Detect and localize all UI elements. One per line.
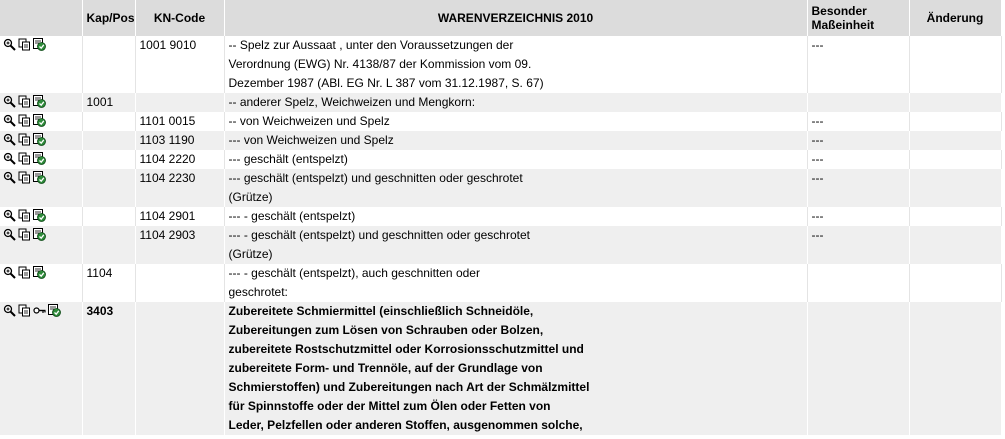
kap-pos-cell — [82, 131, 135, 150]
row-actions-cell — [0, 245, 82, 264]
table-body — [0, 36, 1001, 435]
change-cell — [909, 340, 1001, 359]
zoom-icon[interactable] — [3, 266, 16, 279]
row-actions-cell — [0, 226, 82, 245]
row-actions-cell — [0, 169, 82, 188]
unit-cell — [807, 55, 909, 74]
table-row — [0, 36, 1001, 55]
kap-pos-cell — [82, 188, 135, 207]
edit-check-icon[interactable] — [33, 133, 46, 146]
change-cell — [909, 397, 1001, 416]
edit-check-icon[interactable] — [33, 171, 46, 184]
table-row-continuation — [0, 378, 1001, 397]
kap-pos-cell — [82, 169, 135, 188]
copy-icon[interactable] — [18, 133, 31, 146]
description-cell: Leder, Pelzfellen oder anderen Stoffen, ausgenommen solche, — [224, 416, 807, 435]
unit-cell — [807, 74, 909, 93]
description-cell: -- Spelz zur Aussaat , unter den Voraussetzungen der — [224, 36, 807, 55]
description-cell: zubereitete Rostschutzmittel oder Korrosionsschutzmittel und — [224, 340, 807, 359]
unit-cell: --- — [807, 112, 909, 131]
table-row — [0, 150, 1001, 169]
row-actions-cell — [0, 150, 82, 169]
unit-cell — [807, 302, 909, 321]
key-icon[interactable] — [33, 304, 46, 317]
row-actions-cell — [0, 112, 82, 131]
kn-code-cell — [135, 340, 224, 359]
change-cell — [909, 378, 1001, 397]
row-actions-cell — [0, 207, 82, 226]
description-cell: (Grütze) — [224, 245, 807, 264]
edit-check-icon[interactable] — [33, 114, 46, 127]
table-row-continuation — [0, 188, 1001, 207]
kn-code-cell — [135, 283, 224, 302]
header-description[interactable]: WARENVERZEICHNIS 2010 — [224, 0, 807, 36]
description-cell: (Grütze) — [224, 188, 807, 207]
change-cell — [909, 245, 1001, 264]
edit-check-icon[interactable] — [33, 266, 46, 279]
zoom-icon[interactable] — [3, 95, 16, 108]
unit-cell — [807, 378, 909, 397]
table-row — [0, 264, 1001, 283]
kn-code-cell — [135, 378, 224, 397]
header-kn-code[interactable]: KN-Code — [135, 0, 224, 36]
row-actions-cell — [0, 302, 82, 321]
kap-pos-cell — [82, 207, 135, 226]
row-actions-cell — [0, 397, 82, 416]
description-cell: --- geschält (entspelzt) und geschnitten oder geschrotet — [224, 169, 807, 188]
unit-cell — [807, 340, 909, 359]
copy-icon[interactable] — [18, 228, 31, 241]
description-cell: -- anderer Spelz, Weichweizen und Mengkorn: — [224, 93, 807, 112]
kn-code-cell — [135, 188, 224, 207]
kn-code-cell: 1104 2903 — [135, 226, 224, 245]
table-row — [0, 131, 1001, 150]
kn-code-cell: 1001 9010 — [135, 36, 224, 55]
kn-code-cell: 1101 0015 — [135, 112, 224, 131]
kn-code-cell: 1104 2901 — [135, 207, 224, 226]
kn-code-cell — [135, 302, 224, 321]
kap-pos-cell — [82, 55, 135, 74]
description-cell: Verordnung (EWG) Nr. 4138/87 der Kommission vom 09. — [224, 55, 807, 74]
kap-pos-cell — [82, 397, 135, 416]
table-row-continuation — [0, 245, 1001, 264]
row-actions-cell — [0, 55, 82, 74]
description-cell: Zubereitungen zum Lösen von Schrauben oder Bolzen, — [224, 321, 807, 340]
kn-code-cell — [135, 74, 224, 93]
description-cell: Zubereitete Schmiermittel (einschließlich Schneidöle, — [224, 302, 807, 321]
zoom-icon[interactable] — [3, 171, 16, 184]
kap-pos-cell: 1104 — [82, 264, 135, 283]
kap-pos-cell — [82, 416, 135, 435]
kap-pos-cell — [82, 150, 135, 169]
unit-cell: --- — [807, 150, 909, 169]
description-cell: --- - geschält (entspelzt), auch geschnitten oder — [224, 264, 807, 283]
edit-check-icon[interactable] — [33, 95, 46, 108]
kap-pos-cell — [82, 359, 135, 378]
kap-pos-cell — [82, 245, 135, 264]
kn-code-cell: 1103 1190 — [135, 131, 224, 150]
copy-icon[interactable] — [18, 95, 31, 108]
table-header-row — [0, 0, 1001, 36]
change-cell — [909, 74, 1001, 93]
zoom-icon[interactable] — [3, 133, 16, 146]
description-cell: --- - geschält (entspelzt) und geschnitten oder geschrotet — [224, 226, 807, 245]
edit-check-icon[interactable] — [33, 209, 46, 222]
unit-cell — [807, 359, 909, 378]
kap-pos-cell — [82, 283, 135, 302]
zoom-icon[interactable] — [3, 38, 16, 51]
table-row-continuation — [0, 321, 1001, 340]
copy-icon[interactable] — [18, 266, 31, 279]
change-cell — [909, 36, 1001, 55]
kap-pos-cell: 3403 — [82, 302, 135, 321]
header-unit-line1: Besonder — [811, 4, 867, 18]
table-row — [0, 112, 1001, 131]
kn-code-cell — [135, 93, 224, 112]
description-cell: --- - geschält (entspelzt) — [224, 207, 807, 226]
kap-pos-cell — [82, 321, 135, 340]
table-row — [0, 169, 1001, 188]
kn-code-cell — [135, 397, 224, 416]
zoom-icon[interactable] — [3, 228, 16, 241]
change-cell — [909, 226, 1001, 245]
table-row-continuation — [0, 416, 1001, 435]
table-row — [0, 302, 1001, 321]
description-cell: Schmierstoffen) und Zubereitungen nach Art der Schmälzmittel — [224, 378, 807, 397]
change-cell — [909, 302, 1001, 321]
description-cell: -- von Weichweizen und Spelz — [224, 112, 807, 131]
header-unit[interactable] — [807, 0, 909, 36]
row-actions-cell — [0, 131, 82, 150]
change-cell — [909, 188, 1001, 207]
table-row — [0, 93, 1001, 112]
kap-pos-cell — [82, 74, 135, 93]
kn-code-cell — [135, 264, 224, 283]
table-row — [0, 207, 1001, 226]
table-row-continuation — [0, 397, 1001, 416]
kap-pos-cell — [82, 226, 135, 245]
header-kap-pos[interactable]: Kap/Pos — [82, 0, 135, 36]
zoom-icon[interactable] — [3, 209, 16, 222]
change-cell — [909, 264, 1001, 283]
header-change[interactable]: Änderung — [909, 0, 1001, 36]
zoom-icon[interactable] — [3, 114, 16, 127]
kap-pos-cell — [82, 340, 135, 359]
row-actions-cell — [0, 359, 82, 378]
kap-pos-cell — [82, 112, 135, 131]
unit-cell: --- — [807, 226, 909, 245]
change-cell — [909, 283, 1001, 302]
row-actions-cell — [0, 264, 82, 283]
change-cell — [909, 150, 1001, 169]
change-cell — [909, 93, 1001, 112]
description-cell: Dezember 1987 (ABl. EG Nr. L 387 vom 31.12.1987, S. 67) — [224, 74, 807, 93]
unit-cell — [807, 245, 909, 264]
unit-cell — [807, 93, 909, 112]
table-row-continuation — [0, 55, 1001, 74]
zoom-icon[interactable] — [3, 304, 16, 317]
unit-cell — [807, 321, 909, 340]
row-actions-cell — [0, 93, 82, 112]
copy-icon[interactable] — [18, 38, 31, 51]
copy-icon[interactable] — [18, 152, 31, 165]
edit-check-icon[interactable] — [33, 38, 46, 51]
description-cell: geschrotet: — [224, 283, 807, 302]
row-actions-cell — [0, 378, 82, 397]
change-cell — [909, 321, 1001, 340]
unit-cell: --- — [807, 169, 909, 188]
kap-pos-cell: 1001 — [82, 93, 135, 112]
table-row-continuation — [0, 283, 1001, 302]
copy-icon[interactable] — [18, 114, 31, 127]
row-actions-cell — [0, 36, 82, 55]
zoom-icon[interactable] — [3, 152, 16, 165]
change-cell — [909, 207, 1001, 226]
row-actions-cell — [0, 74, 82, 93]
unit-cell: --- — [807, 131, 909, 150]
kap-pos-cell — [82, 36, 135, 55]
row-actions-cell — [0, 340, 82, 359]
edit-check-icon[interactable] — [33, 228, 46, 241]
table-row — [0, 226, 1001, 245]
description-cell: --- geschält (entspelzt) — [224, 150, 807, 169]
unit-cell: --- — [807, 36, 909, 55]
kn-code-cell — [135, 359, 224, 378]
change-cell — [909, 359, 1001, 378]
description-cell: für Spinnstoffe oder der Mittel zum Ölen oder Fetten von — [224, 397, 807, 416]
unit-cell — [807, 283, 909, 302]
kn-code-cell — [135, 416, 224, 435]
header-icons — [0, 0, 82, 36]
kn-code-cell — [135, 321, 224, 340]
copy-icon[interactable] — [18, 304, 31, 317]
unit-cell — [807, 188, 909, 207]
change-cell — [909, 416, 1001, 435]
copy-icon[interactable] — [18, 209, 31, 222]
kn-code-cell — [135, 55, 224, 74]
change-cell — [909, 55, 1001, 74]
row-actions-cell — [0, 188, 82, 207]
table-row-continuation — [0, 340, 1001, 359]
change-cell — [909, 169, 1001, 188]
copy-icon[interactable] — [18, 171, 31, 184]
row-actions-cell — [0, 321, 82, 340]
description-cell: zubereitete Form- und Trennöle, auf der Grundlage von — [224, 359, 807, 378]
table-row-continuation — [0, 359, 1001, 378]
description-cell: --- von Weichweizen und Spelz — [224, 131, 807, 150]
unit-cell — [807, 264, 909, 283]
kap-pos-cell — [82, 378, 135, 397]
unit-cell: --- — [807, 207, 909, 226]
kn-code-cell: 1104 2230 — [135, 169, 224, 188]
header-unit-line2: Maßeinheit — [811, 18, 875, 32]
edit-check-icon[interactable] — [48, 304, 61, 317]
kn-code-cell: 1104 2220 — [135, 150, 224, 169]
table-row-continuation — [0, 74, 1001, 93]
row-actions-cell — [0, 416, 82, 435]
unit-cell — [807, 397, 909, 416]
kn-code-cell — [135, 245, 224, 264]
row-actions-cell — [0, 283, 82, 302]
edit-check-icon[interactable] — [33, 152, 46, 165]
change-cell — [909, 112, 1001, 131]
unit-cell — [807, 416, 909, 435]
change-cell — [909, 131, 1001, 150]
